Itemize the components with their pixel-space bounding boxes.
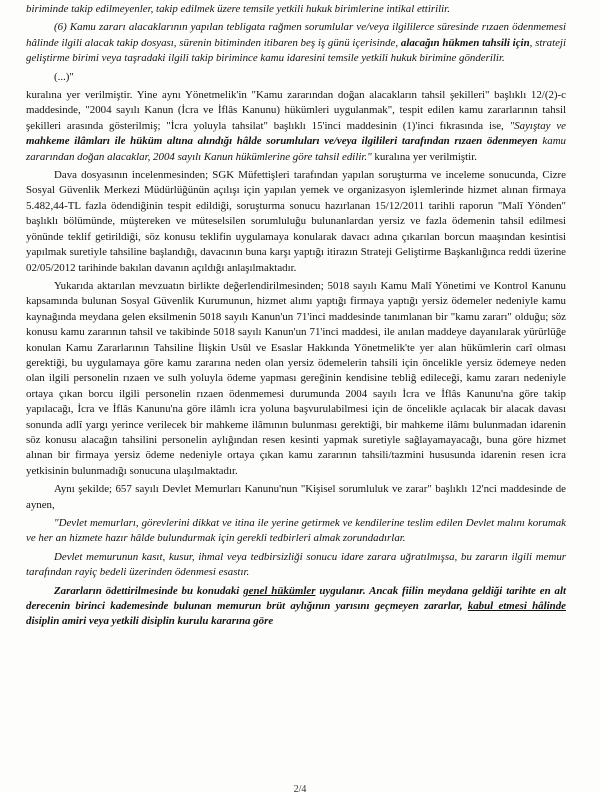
bold-phrase: alacağın hükmen tahsili için: [400, 36, 530, 49]
quote-text: Devlet memurunun kasıt, kusur, ihmal veya tedbirsizliği sonucu idare zarara uğratılmışsa, bu zararın ilgili memur tarafından rayiç bedeli üzerinden ödenmesi esastır.: [26, 550, 566, 579]
quote-text: uygulanır. Ancak fiilin meydana geldiği tarihte en alt derecenin birinci kademesinde bulunan memurun brüt aylığının yarısını geçmeyen zararlar,: [26, 584, 566, 613]
paragraph-text: Yukarıda aktarılan mevzuatın birlikte değerlendirilmesinden; 5018 sayılı Kamu Malî Yönetimi ve Kontrol Kanunu kapsamında bulunan Sosyal Güvenlik Kurumunun, hizmet alımı yaptığı firmaya yaptığı yersiz ödemeler nedeniyle kamu kaynağında meydana gelen eksilmenin 5018 sayılı Kanun'un 71'inci maddesinde tanımlanan bir "kamu zararı" olduğu; söz konusu kamu zararının tahsil ve takibinde 5018 sayılı Kanun'un 71'inci maddesi, ile anılan maddeye dayanılarak yürürlüğe konulan Kamu Zararlarının Tahsiline İlişkin Usûl ve Esaslar Hakkında Yönetmelik'te yer alan hükümlerin carî olması gerektiği, bu uygulamaya göre kamu zararına neden olan yersiz ödemelerin tahsili için öncelikle yersiz ödemeye neden olan ilgili personelin rızaen ve sulh yoluyla ödeme yapması gereğinin kendisine tebliğ edileceği, kamu zararı nedeniyle ortaya çıkan borcu ilgili personelin rızaen ödenmemesi durumunda 2004 sayılı İcra ve İflâs Kanunu'na göre takip yapılacağı, İcra ve İflâs Kanunu'na göre ilâmlı icra yoluna başvurulabilmesi için de öncelikle açılacak bir alacak davası sonunda adlî yargı yerince verilecek bir mahkeme ilâmının bulunması gerektiği, bir mahkeme ilâmı bulunmadan idarenin söz konusu alacağın tahsilini personelin aylığından resen kesinti yapmak suretiyle sağlayamayacağı, buna göre hizmet alınan bir firmaya yersiz ödeme nedeniyle ortaya çıkan kamu zararının tahsili/tazmini hususunda idarenin resen icra yetkisinin bulunmadığı sonucuna ulaşılmaktadır.: [26, 279, 566, 477]
paragraph-text: Dava dosyasının incelenmesinden; SGK Müfettişleri tarafından yapılan soruşturma ve inceleme sonucunda, Cizre Sosyal Güvenlik Merkezi Müdürlüğünün açılışı için yapılan yemek ve organizasyon işlemlerinde hizmet alınan firmaya 5.482,44-TL fazla ödendiğinin tespit edildiği, soruşturma sonucu hazırlanan 15/12/2011 tarihli raporun "Malî Yönden" başlıklı bölümünde, müştereken ve müteselsilen sorumluluğu bulunanlardan yersiz ve fazla ödemenin tahsil edilmesi yönünde teklif getirildiği, söz konusu teklifin uygulamaya konularak davacı adına çıkarılan borcun maaşından kesintisi yapılmak suretiyle tahsiline başlandığı, davacının buna karşı yaptığı itirazın Strateji Geliştirme Başkanlığınca reddi üzerine 02/05/2012 tarihinde bakılan davanın açıldığı anlaşılmaktadır.: [26, 169, 566, 274]
paragraph-7: [26, 482, 566, 513]
quote-text: kamu zararından doğan alacaklar, 2004 sayılı Kanun hükümlerine göre tahsil edilir.": [26, 135, 566, 163]
underlined-phrase: genel hükümler: [243, 584, 316, 597]
paragraph-text: Aynı şekilde; 657 sayılı Devlet Memurları Kanunu'nun "Kişisel sorumluluk ve zarar" başlıklı 12'nci maddesinde de aynen,: [26, 483, 566, 511]
paragraph-text: kuralına yer verilmiştir. Yine aynı Yönetmelik'in "Kamu zararından doğan alacakların tahsil şekilleri" başlıklı 12/(2)-c maddesinde, "2004 sayılı Kanun (İcra ve İflâs Kanunu) hükümleri uygulanmak", tespit edilen kamu zararlarının tahsil şekilleri arasında gösterilmiş; "İcra yoluyla tahsilat" başlıklı 15'inci maddesinin (1)'inci fıkrasında ise,: [26, 89, 566, 132]
quote-text: "Sayıştay ve: [509, 119, 566, 132]
quote-text: "Devlet memurları, görevlerini dikkat ve itina ile yerine getirmek ve kendilerine teslim edilen Devlet malını korumak ve her an hizmete hazır hâlde bulundurmak için gerekli tedbirleri almak zorundadırlar.: [26, 517, 566, 545]
paragraph-6: [26, 279, 566, 479]
page-number: 2/4: [293, 783, 307, 795]
ellipsis-line: [26, 70, 566, 85]
quote-paragraph-2: [26, 550, 566, 581]
quote-text: Zararların ödettirilmesinde bu konudaki: [54, 584, 244, 597]
underlined-phrase: kabul etmesi hâlinde: [467, 600, 566, 613]
paragraph-4: [26, 88, 566, 165]
paragraph-text: , strateji geliştirme birimi veya taşradaki ilgili takip birimince kamu idaresini temsile yetkili hukuk birimine gönderilir.: [26, 36, 566, 65]
paragraph-1: [26, 2, 566, 17]
paragraph-text: biriminde takip edilmeyenler, takip edilmek üzere temsile yetkili hukuk birimlerine intikal ettirilir.: [26, 3, 450, 15]
quote-paragraph-3: [26, 584, 566, 630]
paragraph-text: (...)": [54, 70, 74, 83]
quote-paragraph-1: [26, 516, 566, 547]
paragraph-text: (6) Kamu zararı alacaklarının yapılan tebligata rağmen sorumlular ve/veya ilgililerce süresinde rızaen ödenmemesi hâlinde ilgili alacak takip dosyası, sürenin bitiminden itibaren beş iş günü içerisinde,: [26, 21, 566, 49]
bold-quote-phrase: mahkeme ilâmları ile hüküm altına alındığı hâlde sorumluları ve/veya ilgilileri tarafından rızaen ödenmeyen: [26, 135, 538, 148]
paragraph-5: [26, 168, 566, 276]
paragraph-2: [26, 20, 566, 66]
paragraph-text: kuralına yer verilmiştir.: [371, 150, 477, 163]
quote-text: disiplin amiri veya yetkili disiplin kurulu kararına göre: [26, 615, 274, 628]
